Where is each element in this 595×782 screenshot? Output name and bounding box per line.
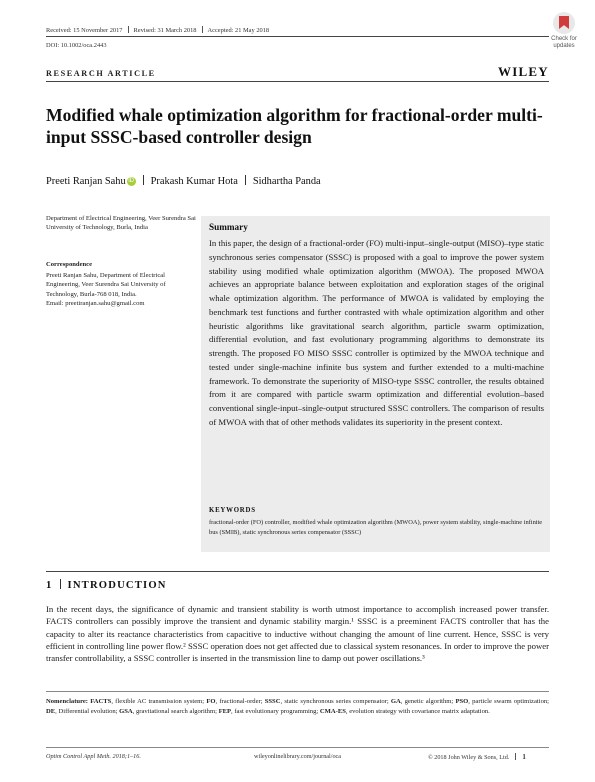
affiliation: Department of Electrical Engineering, Veer Surendra Sai University of Technology, Burla, India bbox=[46, 215, 196, 232]
correspondence-text: Preeti Ranjan Sahu, Department of Electrical Engineering, Veer Surendra Sai University of Technology, Burla-768 018, India. bbox=[46, 272, 166, 298]
footer-copyright: © 2018 John Wiley & Sons, Ltd. bbox=[428, 754, 510, 761]
nomenclature bbox=[46, 697, 549, 716]
author-list bbox=[46, 175, 321, 187]
nomenclature-def: , Differential evolution; bbox=[55, 707, 120, 715]
page-number: 1 bbox=[522, 753, 526, 761]
nomenclature-abbr: GSA bbox=[119, 707, 133, 715]
nomenclature-abbr: DE bbox=[46, 707, 56, 715]
article-dates bbox=[46, 26, 269, 34]
nomenclature-def: , static synchronous series compensator; bbox=[280, 698, 391, 705]
nomenclature-def: , evolution strategy with covariance matrix adaptation. bbox=[345, 707, 490, 715]
paper-title: Modified whale optimization algorithm for fractional-order multi-input SSSC-based controller design bbox=[46, 105, 543, 147]
author-2[interactable]: Prakash Kumar Hota bbox=[150, 176, 238, 187]
nomenclature-def: , genetic algorithm; bbox=[400, 698, 456, 705]
correspondence-heading: Correspondence bbox=[46, 261, 93, 268]
nomenclature-def: , fractional-order; bbox=[215, 698, 265, 705]
footer-url[interactable]: wileyonlinelibrary.com/journal/oca bbox=[254, 753, 342, 760]
article-type: RESEARCH ARTICLE bbox=[46, 69, 156, 78]
summary-heading: Summary bbox=[209, 222, 248, 232]
correspondence bbox=[46, 271, 196, 309]
author-1[interactable]: Preeti Ranjan Sahu bbox=[46, 176, 126, 187]
nomenclature-abbr: PSO bbox=[455, 698, 469, 705]
orcid-icon[interactable]: iD bbox=[128, 178, 134, 184]
introduction-text: In the recent days, the significance of dynamic and transient stability is worth utmost importance to accomplish increased power transfer. FACTS controllers can possibly improve the transient and dynamic stability margin.¹ SSSC is a preeminent FACTS controller that has the capacity to alter its reactance characteristics from capacitive to inductive without changing the amount of line current. Hence, SSSC is very efficient in controlling line power flow.² SSSC operation does not get affected due to classical system resonances. In order to improve the power transfer controllability, a SSSC controller is inserted in the transmission line to damp out power oscillations.³ bbox=[46, 604, 549, 664]
nomenclature-def: , particle swarm optimization; bbox=[468, 698, 549, 705]
title-divider bbox=[46, 81, 549, 82]
nomenclature-list bbox=[46, 698, 549, 715]
author-3[interactable]: Sidhartha Panda bbox=[252, 176, 321, 187]
crossmark-badge[interactable] bbox=[540, 12, 588, 49]
nomenclature-abbr: SSSC bbox=[264, 698, 281, 705]
revised-date: Revised: 31 March 2018 bbox=[133, 27, 197, 34]
nomenclature-abbr: FACTS bbox=[90, 698, 112, 705]
nomenclature-abbr: FEP bbox=[218, 707, 232, 715]
intro-divider bbox=[46, 571, 549, 572]
nomenclature-abbr: GA bbox=[390, 698, 401, 705]
footer-divider bbox=[46, 747, 549, 748]
nomenclature-def: , gravitational search algorithm; bbox=[132, 707, 219, 715]
correspondence-email[interactable]: Email: preetiranjan.sahu@gmail.com bbox=[46, 300, 145, 308]
publisher-logo: WILEY bbox=[498, 64, 549, 79]
summary-text: In this paper, the design of a fractional-order (FO) multi-input–single-output (MISO)–type static synchronous series compensator (SSSC) is proposed with a goal to improve the power system stability using modified whale optimization algorithm (MWOA). The proposed MWOA achieves an appropriate balance between exploitation and exploration stages of the original whale optimization algorithm. The performance of MWOA is validated by employing the benchmark test functions and further contrasted with whale optimization algorithm and other heuristic algorithms like gravitational search algorithm, particle swarm optimization, differential evolution, and fast evolutionary programming algorithms to demonstrate its strength. The proposed FO MISO SSSC controller is optimized by the MWOA technique and tested under single-machine infinite bus system and further extended to a multi-machine framework. To demonstrate the superiority of MISO-type SSSC controller, the results obtained from it are compared with particle swarm optimization and differential evolution–based conventional single-input–single-output structured SSSC controllers. The comparison of results of MWOA with that of other methods validates its superiority in the present context. bbox=[209, 238, 545, 427]
nomenclature-abbr: FO bbox=[206, 698, 216, 705]
nomenclature-def: , fast evolutionary programming; bbox=[231, 707, 320, 715]
section-title: INTRODUCTION bbox=[67, 580, 167, 591]
crossmark-label: Check for updates bbox=[551, 36, 577, 49]
nomenclature-divider bbox=[46, 691, 549, 692]
nomenclature-def: , flexible AC transmission system; bbox=[111, 698, 207, 705]
keywords-heading: KEYWORDS bbox=[209, 507, 256, 514]
keywords-text: fractional-order (FO) controller, modified whale optimization algorithm (MWOA), power system stability, single-machine infinite bus (SMIB), static synchronous series compensator (SSSC) bbox=[209, 519, 543, 536]
received-date: Received: 15 November 2017 bbox=[46, 27, 123, 34]
accepted-date: Accepted: 21 May 2018 bbox=[207, 27, 270, 34]
section-number: 1 bbox=[46, 580, 53, 591]
footer-right bbox=[428, 753, 526, 761]
section-heading-introduction bbox=[46, 579, 167, 591]
header-divider bbox=[46, 36, 549, 37]
bookmark-icon bbox=[553, 12, 575, 34]
nomenclature-label: Nomenclature: bbox=[46, 698, 88, 705]
doi[interactable]: DOI: 10.1002/oca.2443 bbox=[46, 42, 107, 49]
nomenclature-abbr: CMA-ES bbox=[319, 707, 346, 715]
footer-journal: Optim Control Appl Meth. 2018;1–16. bbox=[46, 753, 141, 760]
